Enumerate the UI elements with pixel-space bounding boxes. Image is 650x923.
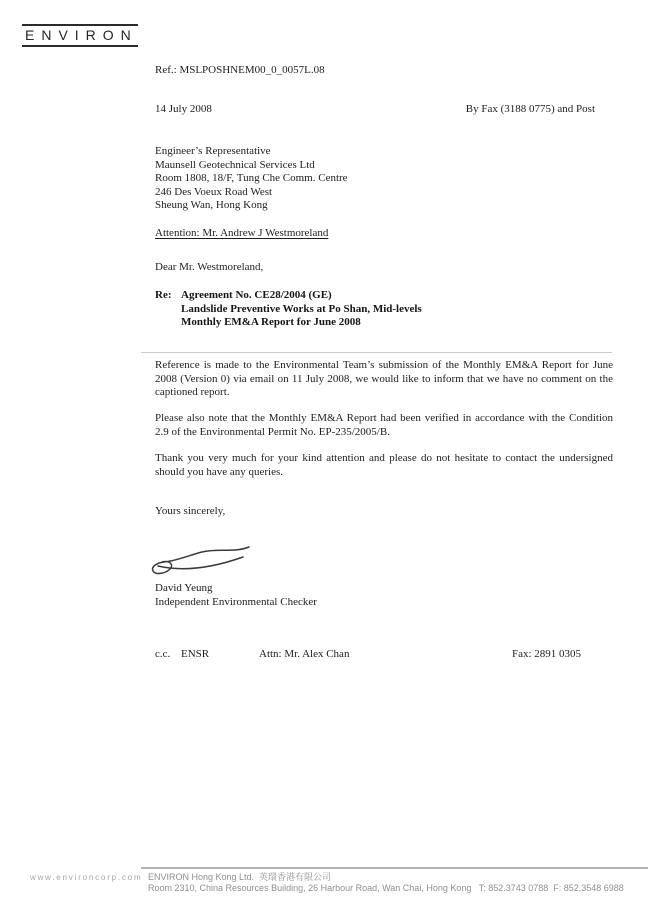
subject-block xyxy=(155,289,422,330)
subject-line: Monthly EM&A Report for June 2008 xyxy=(181,316,361,328)
recipient-line: Room 1808, 18/F, Tung Che Comm. Centre xyxy=(155,172,348,184)
subject-lines xyxy=(181,289,422,330)
recipient-line: Engineer’s Representative xyxy=(155,145,271,157)
signer-title: Independent Environmental Checker xyxy=(155,595,317,608)
recipient-line: 246 Des Voeux Road West xyxy=(155,185,273,198)
footer-rule xyxy=(141,867,648,869)
cc-label: c.c. xyxy=(155,648,171,660)
attention-line: Attention: Mr. Andrew J Westmoreland xyxy=(155,227,329,239)
body-paragraph: Reference is made to the Environmental Team’s submission of the Monthly EM&A Report for June 2008 (Version 0) via email on 11 July 2008, we would like to inform that we have no comment on the captioned report. xyxy=(155,359,613,399)
footer-address-line: Room 2310, China Resources Building, 26 Harbour Road, Wan Chai, Hong Kong T: 852.3743 0788 F: 852.3548 6988 xyxy=(148,883,624,893)
subject-line: Landslide Preventive Works at Po Shan, Mid-levels xyxy=(181,302,422,315)
recipient-line: Sheung Wan, Hong Kong xyxy=(155,199,268,211)
body-paragraph: Please also note that the Monthly EM&A Report had been verified in accordance with the Condition 2.9 of the Environmental Permit No. EP-235/2005/B. xyxy=(155,412,613,438)
cc-attention: Attn: Mr. Alex Chan xyxy=(259,648,350,660)
cc-fax: Fax: 2891 0305 xyxy=(512,648,582,660)
closing-line: Yours sincerely, xyxy=(155,505,226,517)
cc-row xyxy=(155,648,613,662)
signature-image xyxy=(146,540,266,582)
date-row xyxy=(155,103,595,115)
website-url: www.environcorp.com xyxy=(30,873,143,882)
reference-number: Ref.: MSLPOSHNEM00_0_0057L.08 xyxy=(155,64,325,76)
signer-block xyxy=(155,582,317,609)
subject-line: Agreement No. CE28/2004 (GE) xyxy=(181,289,332,301)
recipient-line: Maunsell Geotechnical Services Ltd xyxy=(155,158,315,171)
cc-organization: ENSR xyxy=(181,648,210,660)
company-logo: ENVIRON xyxy=(22,24,138,47)
body-paragraph: Thank you very much for your kind attention and please do not hesitate to contact the undersigned should you have any queries. xyxy=(155,452,613,478)
delivery-method: By Fax (3188 0775) and Post xyxy=(465,103,595,115)
signer-name: David Yeung xyxy=(155,582,213,594)
subject-label: Re: xyxy=(155,289,172,301)
footer-company-line: ENVIRON Hong Kong Ltd. 英環香港有限公司 xyxy=(148,872,332,882)
separator-line xyxy=(141,352,612,353)
recipient-address xyxy=(155,145,348,213)
salutation: Dear Mr. Westmoreland, xyxy=(155,261,264,273)
letter-date: 14 July 2008 xyxy=(155,103,212,115)
